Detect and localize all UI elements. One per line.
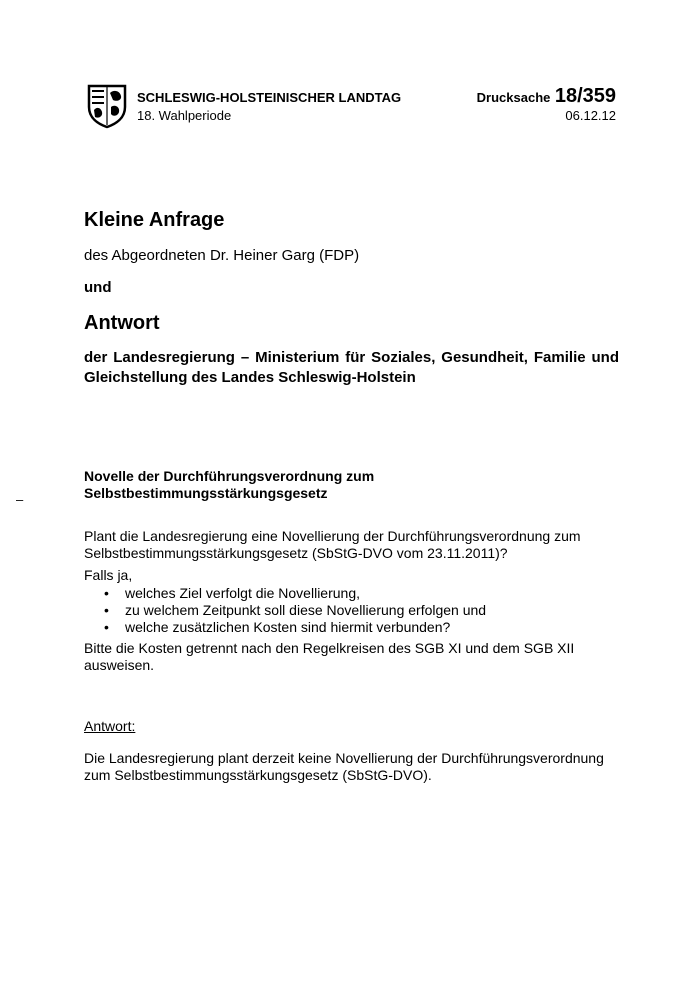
legislative-period: 18. Wahlperiode (137, 108, 232, 123)
answer-text: Die Landesregierung plant derzeit keine Novellierung der Durchführungsverordnung zum Selbstbestimmungsstärkungsgesetz (SbStG-DVO). (84, 750, 604, 783)
und-line: und (84, 279, 112, 296)
question-falls: Falls ja, (84, 567, 133, 583)
document-date: 06.12.12 (565, 108, 616, 123)
drucksache-number: 18/359 (554, 85, 616, 107)
bullet-symbol: • (104, 619, 109, 635)
answer-label: Antwort: (84, 718, 136, 734)
list-item (84, 619, 619, 636)
bullet-text: zu welchem Zeitpunkt soll diese Novellierung erfolgen und (125, 602, 487, 618)
subject-line-1: Novelle der Durchführungsverordnung zum (84, 468, 375, 484)
drucksache-label: Drucksache (476, 90, 551, 105)
list-item (84, 602, 619, 619)
margin-mark: – (16, 492, 24, 507)
government-line: der Landesregierung – Ministerium für Soziales, Gesundheit, Familie und Gleichstellung des Landes Schleswig-Holstein (84, 349, 619, 386)
coat-of-arms-icon (86, 83, 128, 129)
kleine-anfrage-heading: Kleine Anfrage (84, 209, 225, 231)
antwort-heading: Antwort (84, 312, 160, 334)
list-item (84, 585, 619, 602)
subject-heading (84, 468, 624, 502)
question-closing: Bitte die Kosten getrennt nach den Regelkreisen des SGB XI und dem SGB XII ausweisen. (84, 640, 575, 673)
question-intro: Plant die Landesregierung eine Novellierung der Durchführungsverordnung zum Selbstbestimmungsstärkungsgesetz (SbStG-DVO vom 23.11.2011)? (84, 528, 581, 561)
question-bullet-list (84, 585, 619, 636)
subject-line-2: Selbstbestimmungsstärkungsgesetz (84, 485, 328, 501)
bullet-text: welche zusätzlichen Kosten sind hiermit verbunden? (125, 619, 451, 635)
organization-name: SCHLESWIG-HOLSTEINISCHER LANDTAG (137, 90, 402, 105)
author-line: des Abgeordneten Dr. Heiner Garg (FDP) (84, 247, 360, 264)
bullet-symbol: • (104, 602, 109, 618)
drucksache-line (477, 85, 616, 108)
bullet-text: welches Ziel verfolgt die Novellierung, (125, 585, 360, 601)
bullet-symbol: • (104, 585, 109, 601)
